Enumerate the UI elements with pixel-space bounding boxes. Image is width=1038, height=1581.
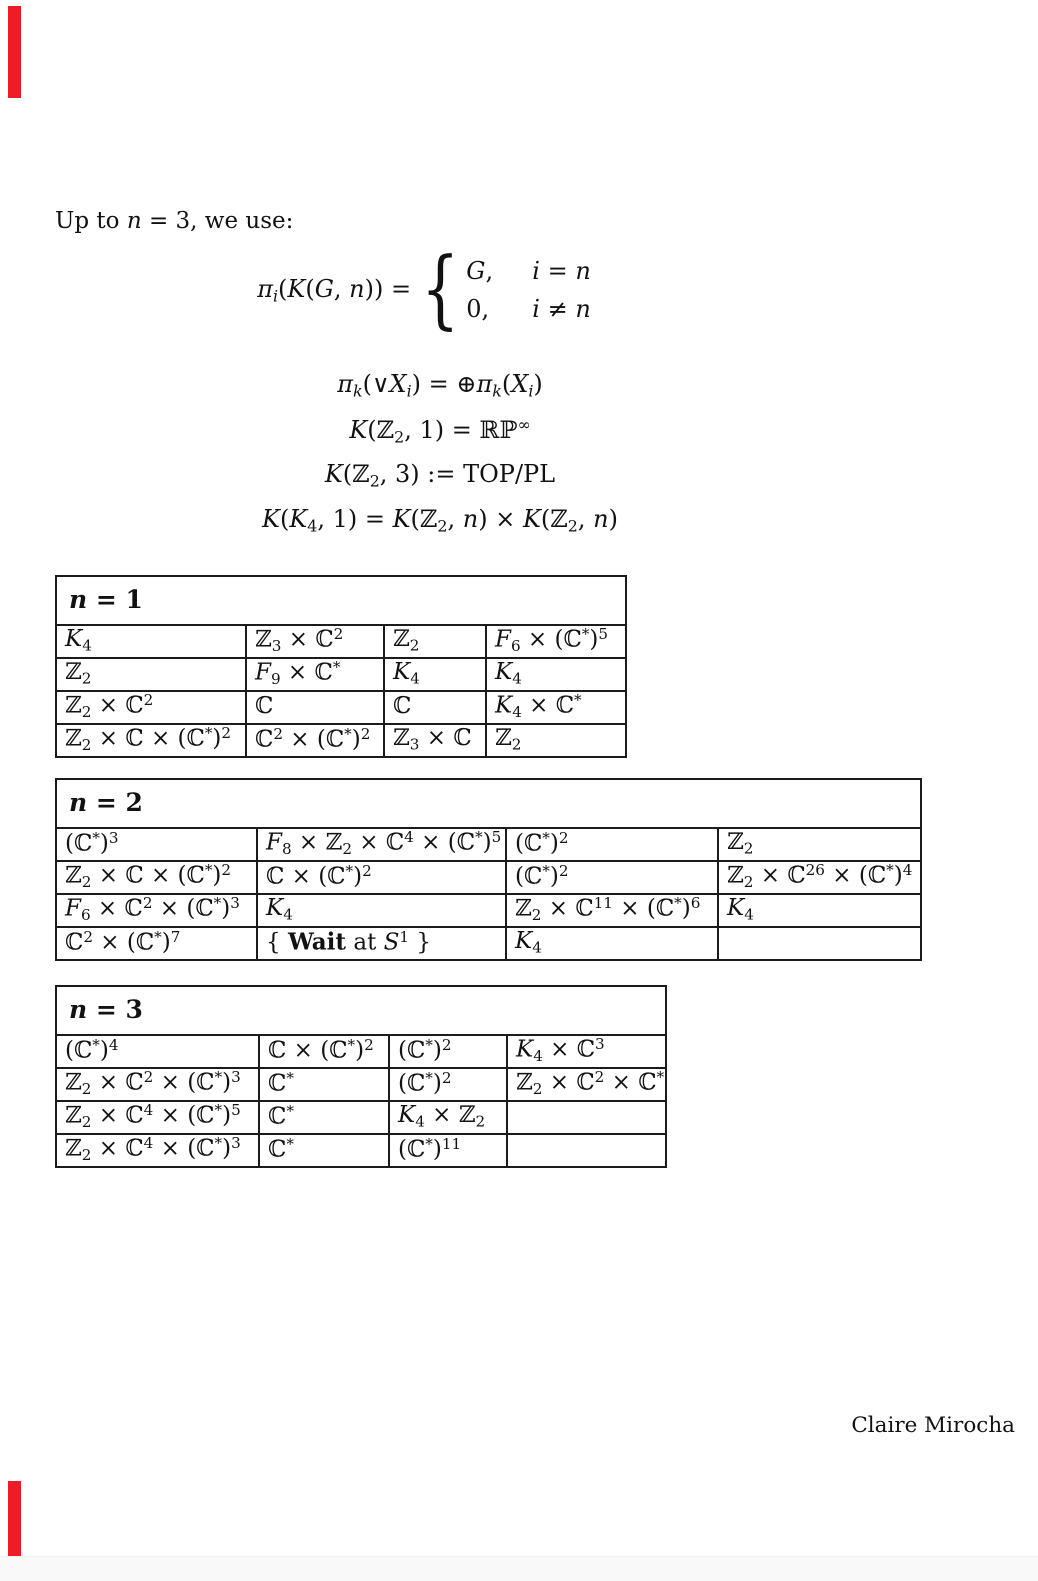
- table-cell: $K_4$ × ℂ$^3$: [507, 1035, 666, 1068]
- case-value: G,: [466, 257, 494, 285]
- table-cell: $K_4$: [486, 658, 626, 691]
- case-row: [466, 257, 591, 285]
- table-cell: $K_4$: [384, 658, 486, 691]
- table-cell: ℤ$_2$ × ℂ × (ℂ*)$^2$: [56, 724, 246, 757]
- cases-body: [466, 252, 591, 328]
- table-cell: (ℂ*)$^2$: [389, 1035, 507, 1068]
- display-equation-wedge-sum: $\pi_k(\vee X_i)$ = $\oplus\pi_k(X_i)$: [337, 370, 543, 401]
- table-row: [56, 927, 921, 960]
- table-cell: $F_6$ × (ℂ*)$^5$: [486, 625, 626, 658]
- table-cell: ℂ × (ℂ*)$^2$: [259, 1035, 389, 1068]
- case-condition: i ≠ n: [532, 295, 591, 323]
- table-row: [56, 1134, 666, 1167]
- table-cell: $K_4$: [506, 927, 718, 960]
- table-cell: [718, 927, 921, 960]
- table-cell: $F_6$ × ℂ$^2$ × (ℂ*)$^3$: [56, 894, 257, 927]
- table-cell: (ℂ*)$^4$: [56, 1035, 259, 1068]
- table-cell: ℤ$_2$ × ℂ$^4$ × (ℂ*)$^3$: [56, 1134, 259, 1167]
- table-row: [56, 1035, 666, 1068]
- table-title-row: [56, 779, 921, 828]
- table-cell: $K_4$: [718, 894, 921, 927]
- table-cell: $F_8$ × ℤ$_2$ × ℂ$^4$ × (ℂ*)$^5$: [257, 828, 506, 861]
- table-cell: (ℂ*)$^2$: [389, 1068, 507, 1101]
- table-cell: ℤ$_2$ × ℂ$^{26}$ × (ℂ*)$^4$: [718, 861, 921, 894]
- table-cell: ℂ*: [259, 1134, 389, 1167]
- table-n3: [55, 985, 667, 1168]
- table-cell: ℂ$^2$ × (ℂ*)$^7$: [56, 927, 257, 960]
- table-cell: ℂ: [384, 691, 486, 724]
- table-row: [56, 828, 921, 861]
- table-cell: [507, 1101, 666, 1134]
- table-cell: ℤ$_2$ × ℂ$^2$: [56, 691, 246, 724]
- table-n1: [55, 575, 627, 758]
- table-row: [56, 658, 626, 691]
- table-cell: ℤ$_2$ × ℂ$^4$ × (ℂ*)$^5$: [56, 1101, 259, 1134]
- case-condition: i = n: [532, 257, 591, 285]
- red-edge-marker-top: [8, 6, 21, 98]
- table-row: [56, 625, 626, 658]
- table-cell: $K_4$: [257, 894, 506, 927]
- table-title: n = 1: [56, 576, 626, 625]
- table-cell: ℤ$_2$: [56, 658, 246, 691]
- table-cell: (ℂ*)$^2$: [506, 861, 718, 894]
- table-cell: (ℂ*)$^3$: [56, 828, 257, 861]
- table-cell: ℤ$_2$: [718, 828, 921, 861]
- table-row: [56, 724, 626, 757]
- page-bottom-band: [0, 1556, 1038, 1581]
- display-equation-k4-product: $K(K_4$, 1) = K(ℤ$_2$, n) × K(ℤ$_2$, n): [262, 505, 618, 536]
- table-title: n = 3: [56, 986, 666, 1035]
- table-cell: (ℂ*)$^2$: [506, 828, 718, 861]
- table-title-row: [56, 576, 626, 625]
- table-cell: ℤ$_2$ × ℂ$^2$ × (ℂ*)$^3$: [56, 1068, 259, 1101]
- table-cell: ℤ$_2$ × ℂ$^2$ × ℂ*: [507, 1068, 666, 1101]
- table-cell: (ℂ*)$^{11}$: [389, 1134, 507, 1167]
- table-row: [56, 691, 626, 724]
- table-cell: ℤ$_2$ × ℂ$^{11}$ × (ℂ*)$^6$: [506, 894, 718, 927]
- table-row: [56, 1101, 666, 1134]
- display-equation-top-pl: K(ℤ$_2$, 3) := TOP/PL: [324, 460, 556, 491]
- table-cell: [507, 1134, 666, 1167]
- table-row: [56, 1068, 666, 1101]
- cases-brace: {: [421, 239, 460, 339]
- table-cell: ℤ$_2$: [486, 724, 626, 757]
- table-cell: ℤ$_2$: [384, 625, 486, 658]
- table-cell: ℂ*: [259, 1068, 389, 1101]
- table-cell: $K_4$ × ℤ$_2$: [389, 1101, 507, 1134]
- table-cell: $K_4$ × ℂ*: [486, 691, 626, 724]
- table-row: [56, 894, 921, 927]
- table-cell: ℂ$^2$ × (ℂ*)$^2$: [246, 724, 384, 757]
- table-title: n = 2: [56, 779, 921, 828]
- table-cell: $K_4$: [56, 625, 246, 658]
- table-cell: ℂ × (ℂ*)$^2$: [257, 861, 506, 894]
- cases-lhs: $\pi_i(K(G$, n)) =: [257, 274, 412, 306]
- table-n2: [55, 778, 922, 961]
- case-value: 0,: [466, 295, 490, 323]
- table-cell: ℂ*: [259, 1101, 389, 1134]
- table-cell: ℂ: [246, 691, 384, 724]
- table-cell: $F_9$ × ℂ*: [246, 658, 384, 691]
- intro-text: Up to n = 3, we use:: [55, 208, 294, 234]
- display-equation-rp-infinity: K(ℤ$_2$, 1) = ℝℙ∞: [349, 415, 531, 447]
- table-row: [56, 861, 921, 894]
- table-title-row: [56, 986, 666, 1035]
- cases-equation: [0, 239, 848, 339]
- table-cell: { Wait at $S^1$ }: [257, 927, 506, 960]
- case-row: [466, 295, 591, 323]
- table-cell: ℤ$_3$ × ℂ$^2$: [246, 625, 384, 658]
- table-cell: ℤ$_2$ × ℂ × (ℂ*)$^2$: [56, 861, 257, 894]
- table-cell: ℤ$_3$ × ℂ: [384, 724, 486, 757]
- author-name: Claire Mirocha: [851, 1413, 1015, 1438]
